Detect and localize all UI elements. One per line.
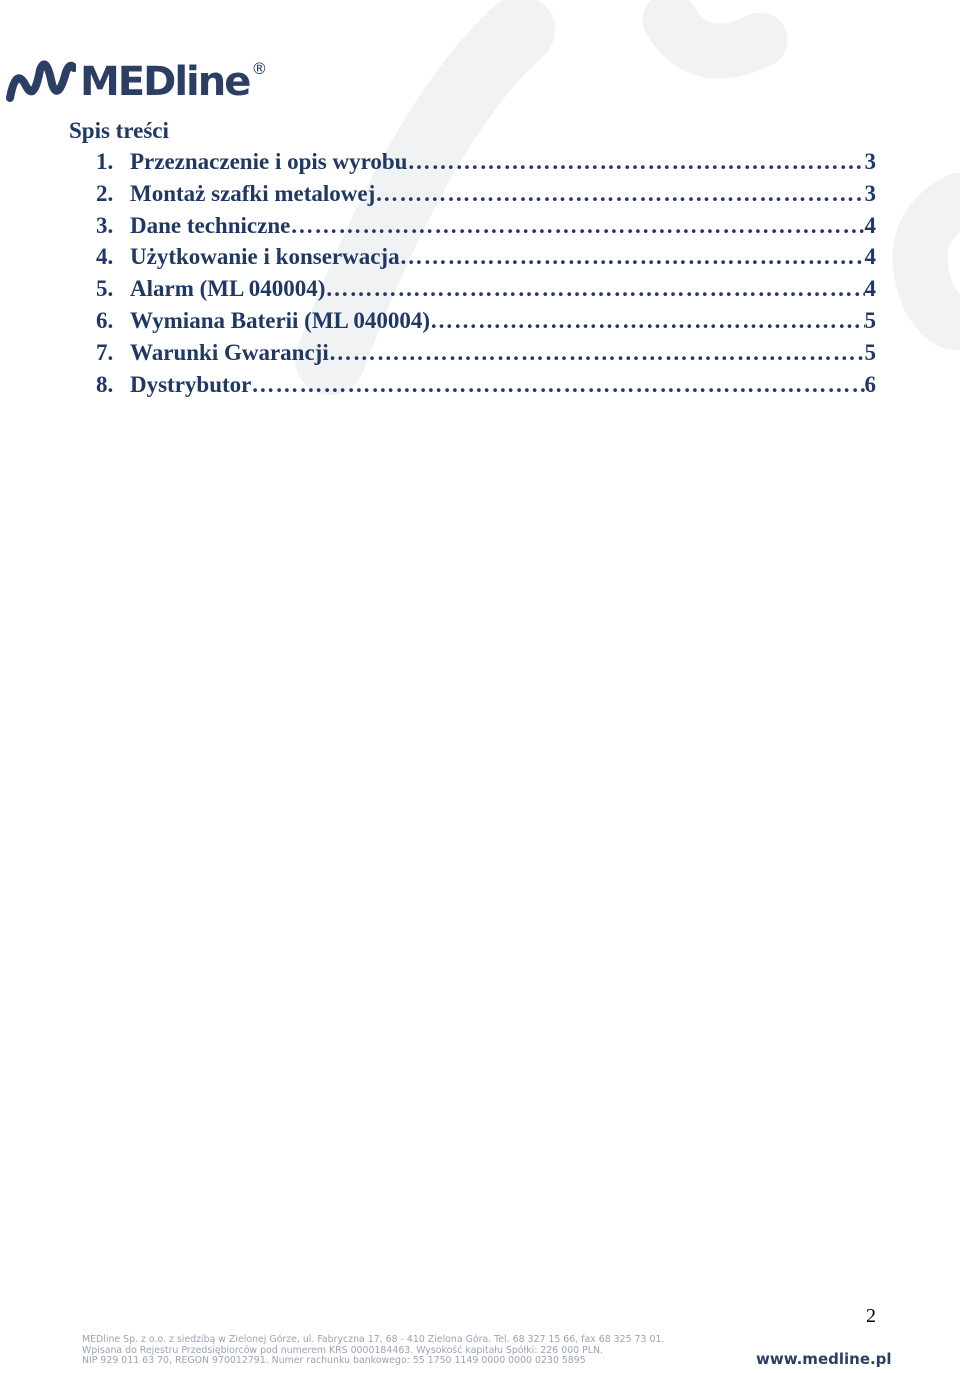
toc-dot-leader xyxy=(375,181,864,207)
footer-registry-line: Wpisana do Rejestru Przedsiębiorców pod numerem KRS 0000184463. Wysokość kapitału Spółki: 226 000 PLN. xyxy=(82,1344,603,1356)
toc-item-page: 6 xyxy=(864,371,876,397)
toc-item-page: 5 xyxy=(864,307,876,333)
company-footer xyxy=(82,1335,664,1367)
toc-item-label: Alarm (ML 040004) xyxy=(130,276,326,302)
toc-dot-leader xyxy=(407,149,864,175)
toc-dot-leader xyxy=(251,372,864,398)
toc-item-label: Wymiana Baterii (ML 040004) xyxy=(130,307,431,333)
toc-item-label: Użytkowanie i konserwacja xyxy=(130,244,400,270)
toc-item-label: Przeznaczenie i opis wyrobu xyxy=(130,149,408,174)
toc-dot-leader xyxy=(290,213,864,239)
toc-item-page: 3 xyxy=(864,180,876,206)
toc-item[interactable] xyxy=(96,340,876,372)
toc-item[interactable] xyxy=(96,181,876,213)
toc-item-page: 3 xyxy=(864,149,876,174)
footer-address-line: MEDline Sp. z o.o. z siedzibą w Zielonej Górze, ul. Fabryczna 17, 68 - 410 Zielona Góra. Tel. 68 327 15 66, fax 68 325 73 01. xyxy=(82,1334,665,1345)
toc-item-label: Dane techniczne xyxy=(130,212,291,238)
page-number: 2 xyxy=(866,1305,876,1327)
toc-item[interactable] xyxy=(96,213,876,245)
toc-item[interactable] xyxy=(96,149,876,181)
toc-item-label: Montaż szafki metalowej xyxy=(130,180,376,206)
toc-item-label: Warunki Gwarancji xyxy=(130,339,329,365)
toc-item[interactable] xyxy=(96,308,876,340)
toc-item-number: 8. xyxy=(96,371,114,397)
toc-dot-leader xyxy=(329,340,865,366)
website-link[interactable]: www.medline.pl xyxy=(756,1350,892,1368)
toc-item-number: 2. xyxy=(96,180,114,206)
toc-item-number: 4. xyxy=(96,244,114,270)
toc-item-number: 3. xyxy=(96,212,114,238)
toc-dot-leader xyxy=(325,276,864,302)
toc-dot-leader xyxy=(430,308,864,334)
medline-logo xyxy=(6,58,268,105)
medline-wave-icon xyxy=(6,58,76,102)
toc-item[interactable] xyxy=(96,276,876,308)
table-of-contents xyxy=(96,149,876,403)
footer-tax-line: NIP 929 011 63 70, REGON 970012791. Numer rachunku bankowego: 55 1750 1149 0000 0000 0230 5895 xyxy=(82,1355,586,1366)
toc-item-page: 4 xyxy=(864,276,876,302)
logo-wordmark: MEDline xyxy=(80,59,250,105)
toc-item-number: 6. xyxy=(96,307,114,333)
toc-dot-leader xyxy=(400,244,865,270)
toc-item-number: 7. xyxy=(96,339,114,365)
toc-item[interactable] xyxy=(96,244,876,276)
toc-item-label: Dystrybutor xyxy=(130,371,252,397)
toc-item-page: 4 xyxy=(864,212,876,238)
toc-item-number: 1. xyxy=(96,149,114,174)
toc-title: Spis treści xyxy=(69,118,169,143)
toc-item-page: 4 xyxy=(864,244,876,270)
registered-mark: ® xyxy=(251,59,268,78)
toc-item-number: 5. xyxy=(96,276,114,302)
toc-item-page: 5 xyxy=(864,339,876,365)
toc-item[interactable] xyxy=(96,372,876,404)
